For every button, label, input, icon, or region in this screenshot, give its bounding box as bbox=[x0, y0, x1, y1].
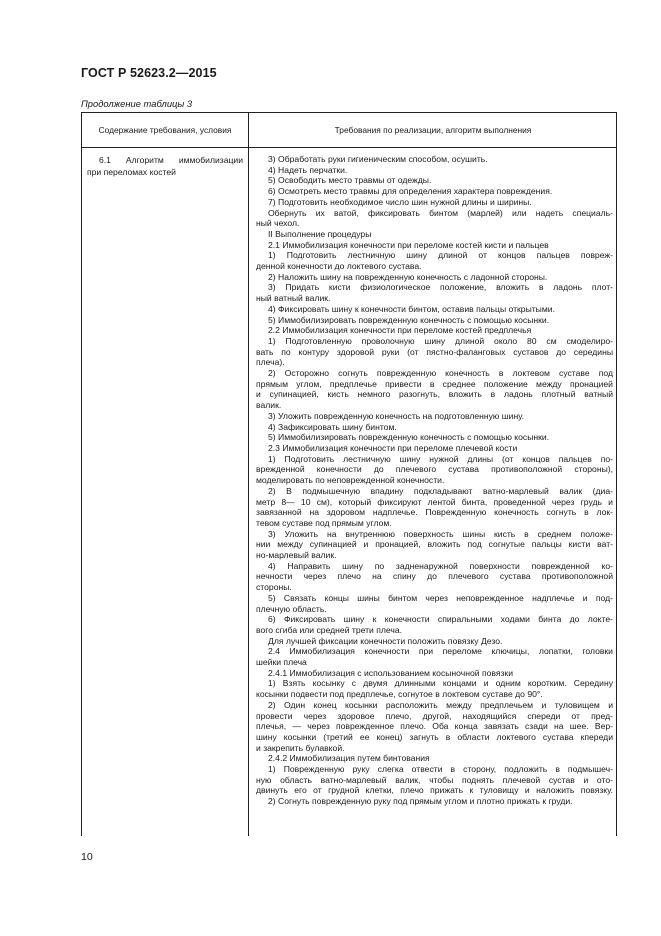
requirement-line: при переломах костей bbox=[87, 166, 176, 177]
algorithm-line: 5) Иммобилизировать поврежденную конечность с помощью косынки. bbox=[268, 432, 550, 443]
algorithm-line: Обернуть их ватой, фиксировать бинтом (марлей) или надеть специаль- bbox=[268, 207, 613, 218]
algorithm-line: но-марлевый валик. bbox=[256, 550, 337, 561]
algorithm-line: плечья, — через поврежденное плечо. Оба конца завязать сзади на шее. Вер- bbox=[256, 721, 613, 732]
algorithm-line: 4) Зафиксировать шину бинтом. bbox=[268, 421, 397, 432]
document-title: ГОСТ Р 52623.2—2015 bbox=[81, 66, 217, 80]
algorithm-line: и закрепить булавкой. bbox=[256, 742, 345, 753]
column-header-requirements: Содержание требования, условия bbox=[98, 125, 232, 135]
algorithm-line: II Выполнение процедуры bbox=[268, 228, 372, 239]
requirement-line: 6.1 Алгоритм иммобилизации bbox=[99, 155, 243, 165]
algorithm-line: завязанной на здоровом надплечье. Поврежденную конечность согнуть в лок- bbox=[256, 507, 613, 518]
algorithm-line: 1) Подготовленную проволочную шину длиной около 80 см смоделиро- bbox=[268, 335, 613, 346]
algorithm-line: 1) Взять косынку с двумя длинными концами и одним коротким. Середину bbox=[268, 678, 613, 689]
requirement-cell bbox=[87, 155, 243, 178]
algorithm-line: стороны. bbox=[256, 582, 292, 593]
algorithm-cell bbox=[256, 154, 613, 807]
algorithm-line: плечную область. bbox=[256, 603, 327, 614]
algorithm-line: 1) Поврежденную руку слегка отвести в сторону, подложить в подмышеч- bbox=[268, 764, 613, 775]
page-number: 10 bbox=[81, 851, 93, 863]
algorithm-line: 2) Наложить шину на поврежденную конечность с ладонной стороны. bbox=[268, 271, 548, 282]
algorithm-line: денной конечности до локтевого сустава. bbox=[256, 261, 422, 272]
algorithm-line: плеча). bbox=[256, 357, 285, 368]
algorithm-line: тевом суставе под прямым углом. bbox=[256, 517, 392, 528]
algorithm-line: 2) В подмышечную впадину подкладывают ватно-марлевый валик (диа- bbox=[268, 485, 613, 496]
algorithm-line: 6) Фиксировать шину к конечности спиральными ходами бинта до локте- bbox=[268, 614, 613, 625]
requirements-table bbox=[81, 112, 617, 836]
algorithm-line: 4) Фиксировать шину к конечности бинтом, оставив пальцы открытыми. bbox=[268, 303, 555, 314]
algorithm-line: 1) Подготовить лестничную шину нужной длины (от концов пальцев по- bbox=[268, 453, 613, 464]
algorithm-line: двинуть его от грудной клетки, плечо прижать к туловищу и наложить повязку. bbox=[256, 785, 613, 796]
algorithm-line: прямым углом, предплечье привести в среднее положение между пронацией bbox=[256, 378, 613, 389]
algorithm-line: 4) Направить шину по задненаружной поверхности поврежденной ко- bbox=[268, 560, 613, 571]
algorithm-line: 3) Уложить на внутреннюю поверхность шины кисть в среднем положе- bbox=[268, 528, 613, 539]
algorithm-line: ную область ватно-марлевый валик, чтобы поднять плечевой сустав и ото- bbox=[256, 774, 613, 785]
algorithm-line: и супинацией, кисть немного разогнуть, вложить в ладонь плотный ватный bbox=[256, 389, 613, 400]
algorithm-line: вого сгиба или средней трети плеча. bbox=[256, 624, 403, 635]
algorithm-line: 7) Подготовить необходимое число шин нужной длины и ширины. bbox=[268, 196, 532, 207]
algorithm-line: метр 8— 10 см), который фиксируют лентой бинта, проведенной через грудь и bbox=[256, 496, 613, 507]
algorithm-line: нечности через плечо на спину до плечевого сустава противоположной bbox=[256, 571, 613, 582]
algorithm-line: 3) Обработать руки гигиеническим способом, осушить. bbox=[268, 154, 488, 164]
algorithm-line: 2.1 Иммобилизация конечности при переломе костей кисти и пальцев bbox=[268, 239, 549, 250]
table-continuation-label: Продолжение таблицы 3 bbox=[81, 98, 193, 109]
algorithm-line: 2.3 Иммобилизация конечности при переломе плечевой кости bbox=[268, 442, 518, 453]
algorithm-line: косынки подвести под предплечье, согнутое в локтевом суставе до 90°. bbox=[256, 689, 543, 700]
algorithm-line: 2) Один конец косынки расположить между предплечьем и туловищем и bbox=[268, 699, 613, 710]
algorithm-line: 2.4.1 Иммобилизация с использованием косыночной повязки bbox=[268, 667, 513, 678]
algorithm-line: шейки плеча bbox=[256, 657, 307, 668]
algorithm-line: провести через здоровое плечо, другой, находящийся спереди от пред- bbox=[256, 710, 613, 721]
algorithm-line: ный чехол. bbox=[256, 218, 300, 229]
algorithm-line: 2) Осторожно согнуть поврежденную конечность в локтевом суставе под bbox=[268, 368, 613, 379]
column-divider bbox=[248, 113, 249, 836]
algorithm-line: врежденной конечности до плечевого сустава противоположной стороны), bbox=[256, 464, 613, 475]
algorithm-line: 3) Придать кисти физиологическое положение, вложить в ладонь плот- bbox=[268, 282, 613, 293]
algorithm-line: 2) Согнуть поврежденную руку под прямым углом и плотно прижать к груди. bbox=[268, 796, 573, 807]
algorithm-line: 5) Иммобилизировать поврежденную конечность с помощью косынки. bbox=[268, 314, 550, 325]
algorithm-line: 1) Подготовить лестничную шину длиной от концов пальцев повреж- bbox=[268, 250, 613, 261]
algorithm-line: 6) Осмотреть место травмы для определения характера повреждения. bbox=[268, 186, 553, 197]
algorithm-line: 2.2 Иммобилизация конечности при переломе костей предплечья bbox=[268, 325, 532, 336]
algorithm-line: ный ватный валик. bbox=[256, 293, 331, 304]
algorithm-line: 4) Надеть перчатки. bbox=[268, 164, 348, 175]
algorithm-line: 3) Уложить поврежденную конечность на подготовленную шину. bbox=[268, 410, 525, 421]
algorithm-line: вать по контуру здоровой руки (от пястно-фаланговых суставов до середины bbox=[256, 346, 613, 357]
algorithm-line: Для лучшей фиксации конечности положить повязку Дезо. bbox=[268, 635, 503, 646]
algorithm-line: 2.4 Иммобилизация конечности при переломе ключицы, лопатки, головки bbox=[268, 646, 613, 657]
algorithm-line: валик. bbox=[256, 400, 282, 411]
algorithm-line: шину косынки (третий ее конец) загнуть в области локтевого сустава кпереди bbox=[256, 731, 613, 742]
algorithm-line: 2.4.2 Иммобилизация путем бинтования bbox=[268, 753, 430, 764]
algorithm-line: 5) Освободить место травмы от одежды. bbox=[268, 175, 432, 186]
algorithm-line: моделировать по неповрежденной конечности. bbox=[256, 475, 445, 486]
algorithm-line: 5) Связать концы шины бинтом через неповрежденное надплечье и под- bbox=[268, 592, 613, 603]
algorithm-line: нии между супинацией и пронацией, вложить под согнутые пальцы кисти ват- bbox=[256, 539, 613, 550]
column-header-algorithm: Требования по реализации, алгоритм выполнения bbox=[334, 125, 532, 135]
header-divider bbox=[82, 147, 616, 148]
